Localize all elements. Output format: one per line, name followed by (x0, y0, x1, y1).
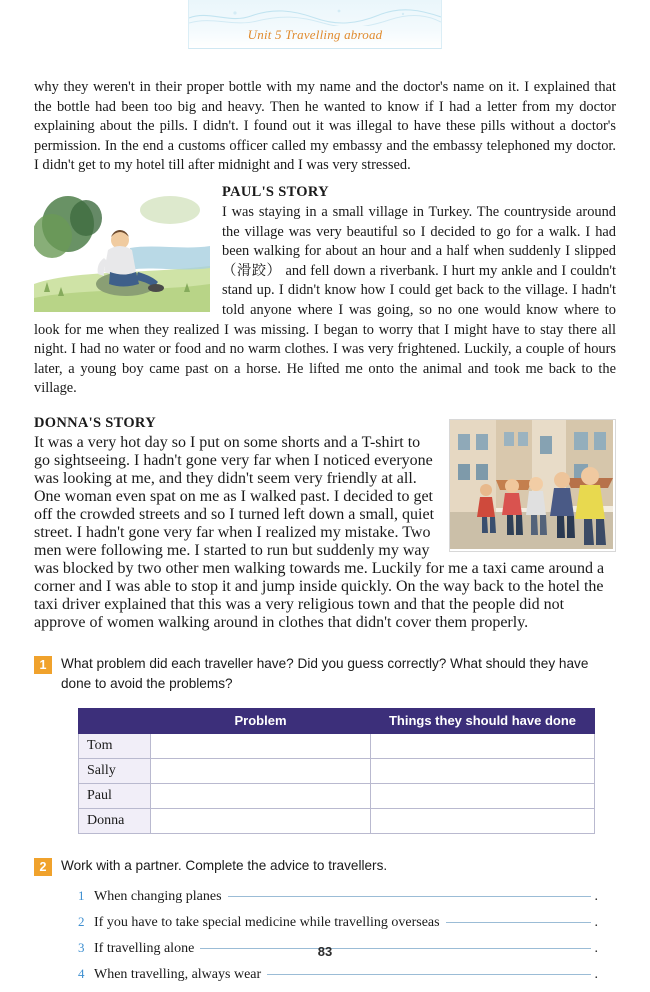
table-header-row (79, 708, 595, 733)
advice-answer-blank[interactable] (267, 974, 590, 975)
exercise-1-number: 1 (34, 656, 52, 674)
table-row (79, 783, 595, 808)
table-cell-problem[interactable] (151, 758, 371, 783)
advice-answer-blank[interactable] (446, 922, 591, 923)
advice-item-text: If travelling alone (94, 940, 195, 956)
exercise-2 (34, 856, 616, 983)
exercise-1-instruction: What problem did each traveller have? Did you guess correctly? What should they have done to avoid the problems? (61, 655, 589, 691)
page-footer (0, 940, 650, 961)
advice-item-period: . (594, 940, 598, 956)
unit-header-banner (188, 0, 442, 49)
donnas-story-heading: DONNA'S STORY (34, 414, 156, 431)
page-number: 83 (317, 944, 333, 959)
decorative-wave-graphic (189, 4, 441, 26)
table-cell-name: Sally (79, 758, 151, 783)
donnas-story-text: It was a very hot day so I put on some shorts and a T-shirt to go sightseeing. I hadn't gone very far when I noticed everyone was looking at me, and they didn't seem very friendly at all. One woman even spat on me as I walked past. I decided to get off the crowded streets and so I turned left down a small, quiet street. I hadn't gone very far when I realized my mistake. Two men were following me. I started to run but suddenly my way was blocked by two other men walking towards me. Luckily for me a taxi came around a corner and I was able to stop it and jump inside quickly. On the way back to the hotel the taxi driver explained that this was a very religious town and that the people did not approve of women walking around in clothes that didn't cover them properly. (34, 433, 605, 631)
table-cell-should[interactable] (371, 808, 595, 833)
list-item (78, 914, 598, 931)
paul-illustration-svg (34, 188, 210, 312)
table-cell-problem[interactable] (151, 783, 371, 808)
table-row (79, 733, 595, 758)
table-header-problem: Problem (151, 708, 371, 733)
table-header-corner (79, 708, 151, 733)
problems-table (78, 708, 595, 834)
advice-item-number: 1 (78, 887, 85, 903)
pauls-story-block (34, 184, 616, 399)
table-row (79, 758, 595, 783)
table-cell-should[interactable] (371, 733, 595, 758)
table-cell-problem[interactable] (151, 808, 371, 833)
list-item (78, 888, 598, 905)
table-cell-name: Paul (79, 783, 151, 808)
table-cell-problem[interactable] (151, 733, 371, 758)
exercise-2-number: 2 (34, 858, 52, 876)
advice-item-number: 3 (78, 939, 85, 955)
exercise-1 (34, 654, 616, 834)
advice-list (78, 888, 598, 983)
advice-item-text: When travelling, always wear (94, 966, 262, 982)
advice-item-period: . (594, 914, 598, 930)
donnas-story-block (34, 415, 616, 632)
unit-title: Unit 5 Travelling abroad (247, 27, 383, 42)
advice-answer-blank[interactable] (228, 896, 591, 897)
exercise-2-instruction: Work with a partner. Complete the advice to travellers. (61, 857, 388, 873)
donna-illustration-svg (450, 420, 613, 549)
paul-sitting-by-riverbank-illustration (34, 188, 210, 312)
table-cell-should[interactable] (371, 758, 595, 783)
page-content (34, 78, 616, 992)
table-cell-name: Donna (79, 808, 151, 833)
intro-paragraph: why they weren't in their proper bottle with my name and the doctor's name on it. I explained that the bottle had been too big and heavy. Then he wanted to know if I had a letter from my doctor explaining about the pills. I didn't. I found out it was illegal to have these pills without a doctor's permission. In the end a customs officer called my embassy and the embassy telephoned my doctor. I didn't get to my hotel till after midnight and I was very stressed. (34, 79, 616, 174)
advice-item-period: . (594, 966, 598, 982)
advice-item-number: 2 (78, 913, 85, 929)
advice-item-text: When changing planes (94, 888, 222, 904)
advice-item-period: . (594, 888, 598, 904)
pauls-story-heading: PAUL'S STORY (222, 183, 329, 200)
list-item (78, 966, 598, 983)
donna-street-scene-illustration (449, 419, 616, 552)
table-cell-name: Tom (79, 733, 151, 758)
table-header-things: Things they should have done (371, 708, 595, 733)
advice-item-number: 4 (78, 965, 85, 981)
advice-item-text: If you have to take special medicine while travelling overseas (94, 914, 440, 930)
table-row (79, 808, 595, 833)
table-cell-should[interactable] (371, 783, 595, 808)
pauls-story-text: I was staying in a small village in Turkey. The countryside around the village was very beautiful so I decided to go for a walk. I had been walking for about an hour and a half when suddenly I slipped （滑跤） and fell down a riverbank. I hurt my ankle and I couldn't stand up. I didn't know how I could get back to the village. I hadn't told anyone where I was going, so no one would know where to look for me when they realized I was missing. I began to worry that I might have to stay there all night. I had no water or food and no warm clothes. I was very frightened. Luckily, a couple of hours later, a young boy came past on a horse. He lifted me onto the animal and took me back to the village. (34, 203, 616, 397)
